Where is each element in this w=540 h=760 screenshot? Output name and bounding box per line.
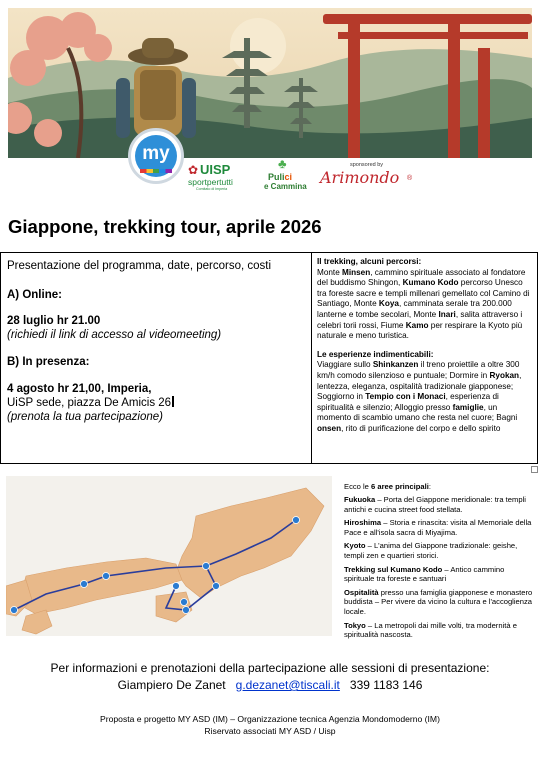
trekking-heading: Il trekking, alcuni percorsi: (317, 257, 422, 266)
contact-phone: 339 1183 146 (349, 678, 423, 692)
area-item: Tokyo – La metropoli dai mille volti, tra modernità e spiritualità nascosta. (344, 620, 517, 640)
area-item: Ospitalità presso una famiglia giapponese e monastero buddista – Per vivere da vicino la cultura e l'accoglienza locale. (344, 587, 533, 617)
text-cursor (172, 396, 174, 407)
info-box (0, 252, 538, 464)
arimondo-text: Arimondo (320, 168, 400, 187)
route-map-svg (6, 476, 332, 636)
contact-name: Giampiero De Zanet (117, 678, 226, 692)
contact-intro: Per informazioni e prenotazioni della partecipazione alle sessioni di presentazione: (50, 661, 490, 675)
experiences-heading: Le esperienze indimenticabili: (317, 349, 434, 359)
uisp-logo-small: Comitato di Imperia (196, 187, 228, 191)
presenza-date: 4 agosto hr 21,00, Imperia, (7, 383, 152, 395)
area-item: Hiroshima – Storia e rinascita: visita al Memoriale della Pace e all'isola sacra di Miyajima. (344, 518, 532, 538)
column-divider (311, 253, 312, 463)
areas-list (344, 482, 536, 644)
japan-route-map (6, 476, 332, 636)
presenza-note: (prenota la tua partecipazione) (7, 411, 163, 423)
uisp-logo-text: UISP (200, 162, 231, 177)
experiences-text: Viaggiare sullo Shinkanzen il treno proiettile a oltre 300 km/h comodo silenzioso e puntuale; Dormire in Ryokan, lentezza, eleganza, ospitalità tradizionale giapponese; Soggiorno in Tempio con i Monaci, esperienza di spiritualità e silenzio; Alloggio presso famiglie, un momento di scambio umano che resta nel cuore; Bagni onsen, rito di purificazione del corpo e dello spirito (317, 360, 522, 433)
contact-section (0, 660, 540, 694)
area-item: Kyoto – L'anima del Giappone tradizionale: geishe, templi zen e quartieri storici. (344, 541, 518, 561)
online-note: (richiedi il link di accesso al videomeeting) (7, 329, 222, 341)
arimondo-sponsor-logo (320, 162, 420, 192)
presenza-heading: B) In presenza: (7, 356, 90, 368)
my-logo (128, 128, 184, 184)
trekking-column (317, 257, 533, 435)
corner-marker (531, 466, 538, 473)
uisp-logo-subtitle: sportpertutti (188, 177, 233, 187)
area-item: Fukuoka – Porta del Giappone meridionale: tra templi antichi e cucina street food stellata. (344, 495, 526, 515)
area-item: Trekking sul Kumano Kodo – Antico cammino spirituale tra foreste e santuari (344, 564, 505, 584)
pulisci-text: Pulici (268, 172, 293, 182)
footer-organizer: Proposta e progetto MY ASD (IM) – Organizzazione tecnica Agenzia Mondomoderno (IM) (100, 714, 440, 724)
online-heading: A) Online: (7, 289, 62, 301)
trekking-text: Monte Minsen, cammino spirituale associato al fondatore del buddismo Shingon, Kumano Kodo percorso Unesco tra foreste sacre e templi millenari gemellato col Camino di Santiago, Monte Koya, camminata serale tra 200.000 lanterne e tombe secolari, Monte Inari, salita attraverso i celebri torii rossi, Fiume Kamo per respirare la Kyoto più naturale e meno turistica. (317, 267, 530, 341)
presentation-intro: Presentazione del programma, date, percorso, costi (7, 260, 271, 272)
cammina-text: e Cammina (264, 182, 307, 191)
uisp-flower-icon: ✿ (188, 163, 199, 177)
footer-reserved: Riservato associati MY ASD / Uisp (204, 726, 336, 736)
presenza-place: UiSP sede, piazza De Amicis 26 (7, 396, 305, 410)
online-date: 28 luglio hr 21.00 (7, 315, 101, 327)
contact-email-link[interactable]: g.dezanet@tiscali.it (235, 678, 340, 692)
presentation-column (7, 259, 305, 424)
footer (0, 713, 540, 737)
pulisci-e-cammina-logo (262, 158, 312, 194)
logo-strip (8, 128, 532, 198)
sponsored-by-label: sponsored by (350, 162, 384, 168)
page-title: Giappone, trekking tour, aprile 2026 (8, 216, 322, 237)
leaf-icon: ♣ (278, 156, 287, 171)
areas-intro: Ecco le 6 aree principali: (344, 482, 431, 491)
uisp-logo (188, 162, 248, 196)
my-logo-text: my (142, 143, 170, 164)
contact-details (0, 677, 540, 694)
registered-icon: ® (407, 175, 413, 182)
